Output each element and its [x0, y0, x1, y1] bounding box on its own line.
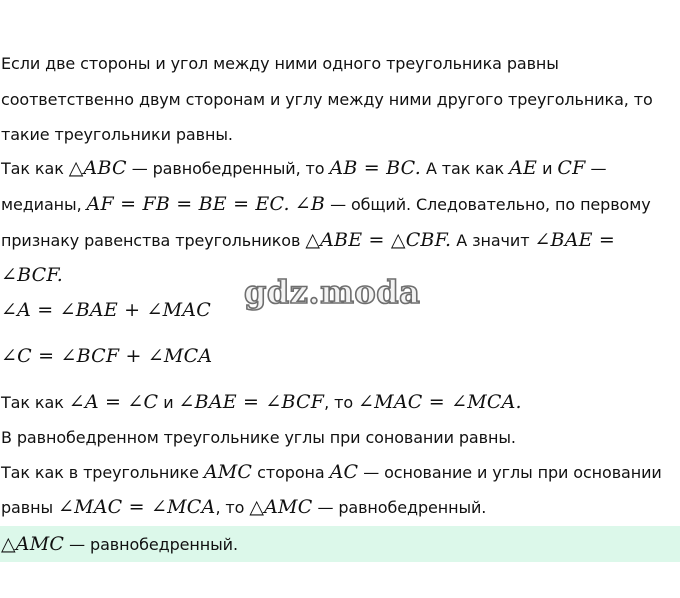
text-run: — основание и углы при основании [358, 463, 662, 482]
math-expression: AF = FB = BE = EC. [86, 193, 290, 215]
math-expression: △ABE = △CBF. [305, 229, 452, 251]
math-expression: ∠B [294, 193, 326, 215]
text-run: — равнобедренный, то [126, 159, 330, 178]
text-run: и [158, 393, 179, 412]
text-run: такие треугольники равны. [1, 125, 233, 144]
text-run: , то [324, 393, 359, 412]
text-line-9 [1, 346, 212, 367]
text-run: Так как [1, 159, 69, 178]
text-line-1 [1, 54, 559, 74]
text-run: , то [215, 498, 250, 517]
math-expression: AMC [203, 461, 253, 483]
text-run: А так как [420, 159, 510, 178]
text-line-2 [1, 90, 653, 110]
math-expression: △AMC [1, 533, 65, 555]
text-run: — общий. Следовательно, по первому [325, 195, 651, 214]
text-run: — равнобедренный. [312, 498, 487, 517]
math-expression: △ABC [68, 157, 127, 179]
math-expression: △AMC [249, 496, 313, 518]
text-run: медианы, [1, 195, 87, 214]
math-expression: ∠BAE = ∠BCF [178, 391, 325, 413]
text-line-8 [1, 300, 211, 321]
text-run: Так как [1, 393, 69, 412]
text-run: — равнобедренный. [64, 535, 238, 554]
text-run: равны [1, 498, 58, 517]
text-run: Так как в треугольнике [1, 463, 204, 482]
math-expression: AB = BC. [329, 157, 421, 179]
text-run: В равнобедренном треугольнике углы при сoновании равны. [1, 428, 516, 447]
math-expression: CF [557, 157, 586, 179]
text-line-6 [1, 230, 615, 251]
text-run: и [537, 159, 558, 178]
text-run: — [585, 159, 607, 178]
text-line-7 [1, 265, 63, 286]
text-line-4 [1, 158, 606, 179]
text-line-3 [1, 125, 233, 145]
text-line-14 [1, 534, 238, 555]
text-line-11 [1, 428, 516, 448]
math-expression: AC [329, 461, 359, 483]
text-line-13 [1, 497, 486, 518]
text-run: Если две стороны и угол между ними одного треугольника равны [1, 54, 559, 73]
math-expression: ∠C = ∠BCF + ∠MCA [1, 345, 213, 367]
math-expression: AE [509, 157, 538, 179]
text-line-12 [1, 462, 662, 483]
math-expression: ∠BAE = [534, 229, 616, 251]
text-run: А значит [451, 231, 535, 250]
math-expression: ∠BCF. [1, 264, 64, 286]
text-run: соответственно двум сторонам и углу между ними другого треугольника, то [1, 90, 653, 109]
text-line-10 [1, 392, 522, 413]
math-expression: ∠MAC = ∠MCA [57, 496, 216, 518]
text-run: сторона [252, 463, 330, 482]
math-expression: ∠MAC = ∠MCA. [358, 391, 522, 413]
watermark: gdz.moda [244, 273, 421, 311]
text-run: признаку равенства треугольников [1, 231, 306, 250]
math-expression: ∠A = ∠BAE + ∠MAC [1, 299, 211, 321]
math-expression: ∠A = ∠C [68, 391, 159, 413]
text-line-5 [1, 194, 651, 215]
